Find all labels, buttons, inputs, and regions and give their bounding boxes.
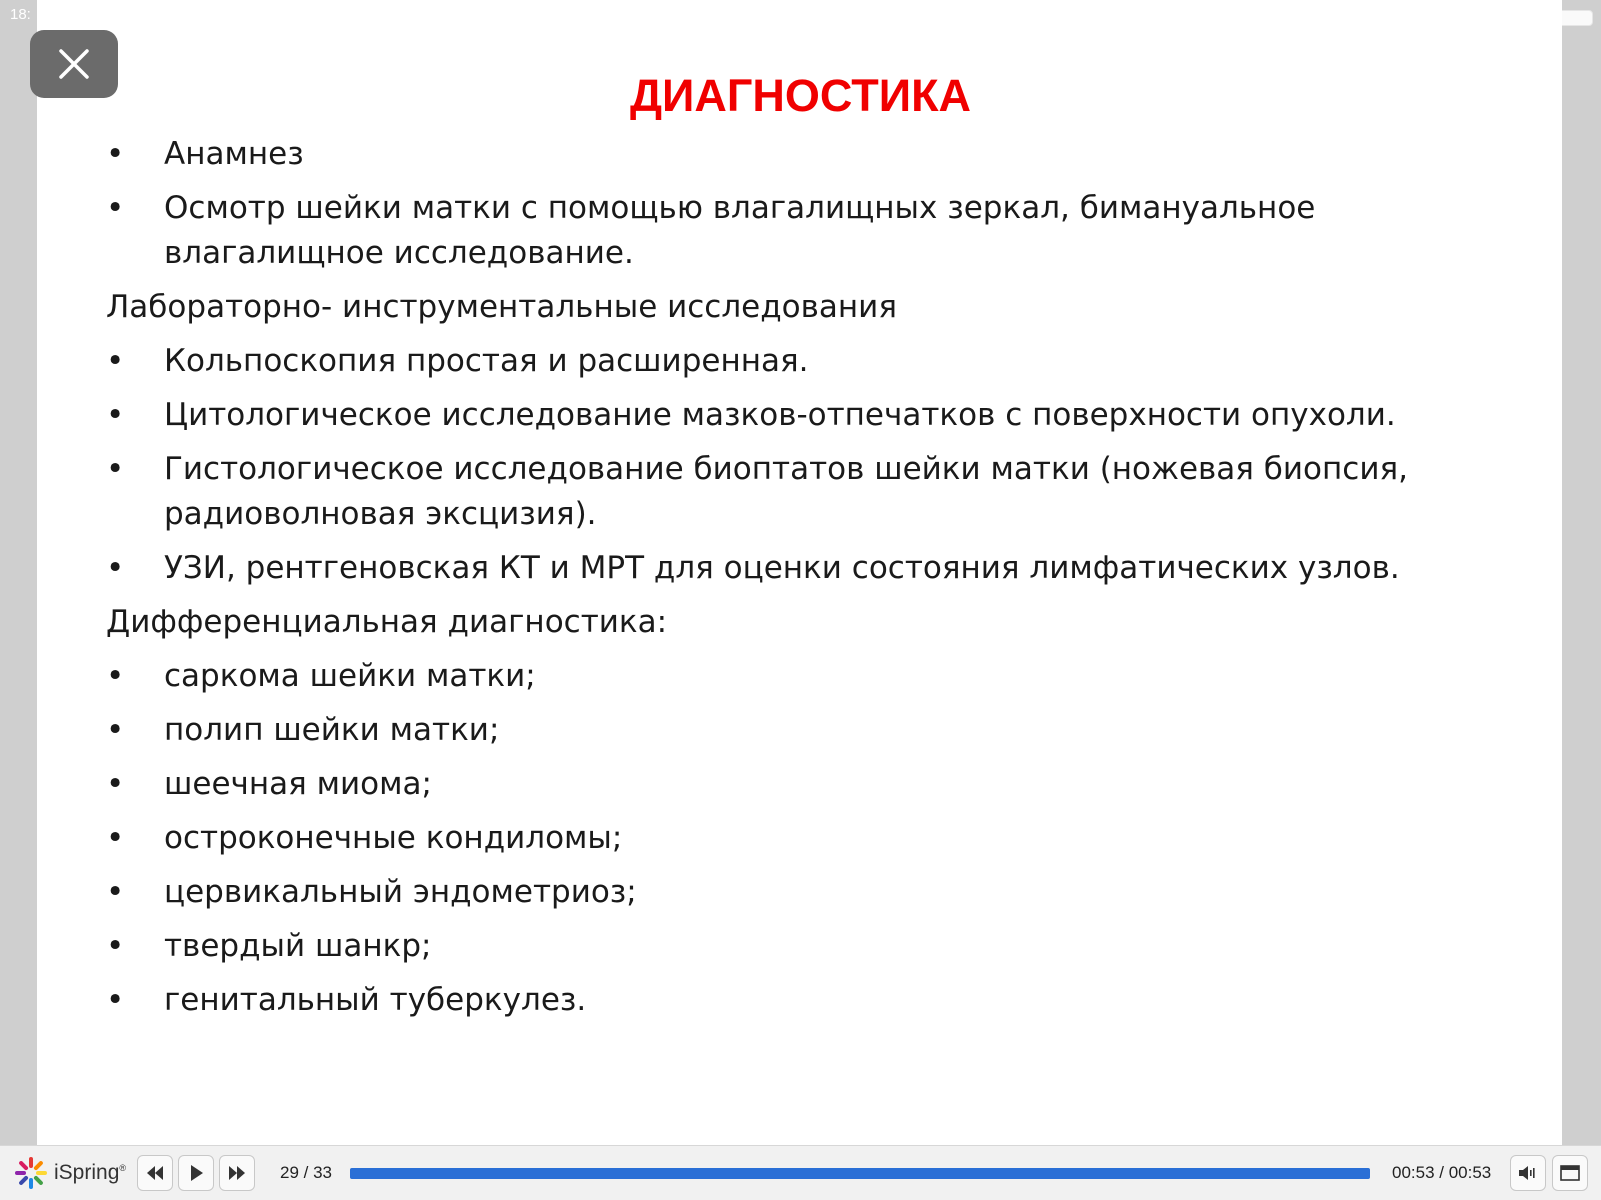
line-text: Кольпоскопия простая и расширенная. [164,343,809,379]
volume-button[interactable] [1510,1155,1546,1191]
previous-slide-button[interactable] [137,1155,173,1191]
bullet-marker: • [106,766,125,802]
slide-counter: 29 / 33 [280,1163,332,1182]
bullet-item [106,816,1506,861]
ispring-logo-icon [14,1156,48,1190]
progress-bar[interactable] [350,1168,1370,1179]
bullet-item [106,708,1506,753]
next-slide-button[interactable] [219,1155,255,1191]
bullet-item [106,762,1506,807]
bullet-marker: • [106,712,125,748]
bullet-marker: • [106,550,125,586]
line-text: Дифференциальная диагностика: [106,604,668,640]
fast-forward-icon [228,1166,246,1180]
fullscreen-icon [1560,1165,1580,1181]
bullet-marker: • [106,982,125,1018]
bullet-marker: • [106,874,125,910]
bullet-marker: • [106,190,125,226]
line-text: саркома шейки матки; [164,658,536,694]
bullet-marker: • [106,658,125,694]
line-text: УЗИ, рентгеновская КТ и МРТ для оценки состояния лимфатических узлов. [164,550,1400,586]
status-time: 18: [10,6,31,23]
bullet-item [106,546,1506,591]
line-text: Анамнез [164,136,304,172]
bullet-item [106,654,1506,699]
fullscreen-button[interactable] [1552,1155,1588,1191]
play-button[interactable] [178,1155,214,1191]
line-text: твердый шанкр; [164,928,432,964]
play-icon [189,1165,203,1181]
volume-icon [1518,1165,1538,1181]
line-text: Гистологическое исследование биоптатов шейки матки (ножевая биопсия, радиоволновая эксцизия). [164,451,1408,532]
line-text: цервикальный эндометриоз; [164,874,637,910]
line-text: генитальный туберкулез. [164,982,587,1018]
bullet-item [106,339,1506,384]
playback-time: 00:53 / 00:53 [1392,1163,1492,1182]
rewind-icon [146,1166,164,1180]
bullet-item [106,870,1506,915]
ispring-logo [14,1156,126,1190]
progress-fill [350,1168,1370,1179]
line-text: полип шейки матки; [164,712,500,748]
slide-content [106,132,1506,1032]
bullet-item [106,393,1506,438]
logo-text: iSpring® [54,1161,127,1184]
section-heading [106,600,1506,645]
bullet-item [106,924,1506,969]
bullet-marker: • [106,928,125,964]
player-bar [0,1145,1601,1200]
line-text: Осмотр шейки матки с помощью влагалищных зеркал, бимануальное влагалищное исследование. [164,190,1316,271]
bullet-item [106,186,1506,276]
bullet-marker: • [106,136,125,172]
bullet-item [106,132,1506,177]
bullet-marker: • [106,343,125,379]
battery-icon [1557,10,1593,26]
line-text: Лабораторно- инструментальные исследования [106,289,897,325]
line-text: остроконечные кондиломы; [164,820,623,856]
bullet-marker: • [106,397,125,433]
slide-title: ДИАГНОСТИКА [629,70,972,121]
section-heading [106,285,1506,330]
bullet-marker: • [106,451,125,487]
line-text: Цитологическое исследование мазков-отпечатков с поверхности опухоли. [164,397,1396,433]
line-text: шеечная миома; [164,766,432,802]
bullet-item [106,978,1506,1023]
bullet-item [106,447,1506,537]
bullet-marker: • [106,820,125,856]
